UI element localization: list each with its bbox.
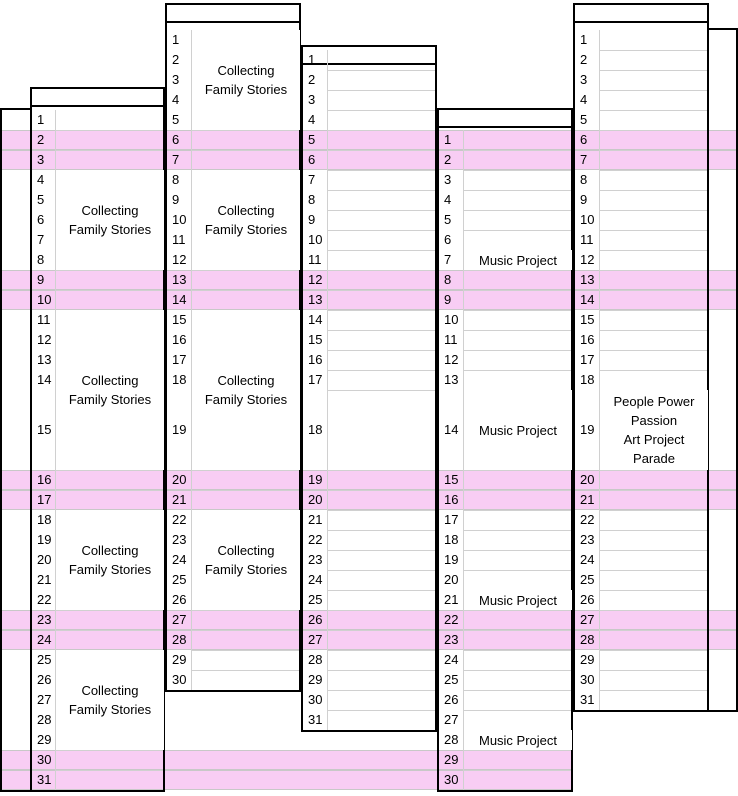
day-number: 9 (172, 192, 180, 207)
day-number: 19 (37, 532, 52, 547)
day-number: 18 (37, 512, 52, 527)
day-number: 2 (580, 52, 588, 67)
day-number: 14 (580, 292, 595, 307)
month-header-july (573, 3, 709, 23)
day-number: 27 (580, 612, 595, 627)
day-number: 31 (308, 712, 323, 727)
row-divider (463, 690, 573, 691)
row-divider (463, 570, 573, 571)
row-divider (327, 150, 437, 151)
row-divider (327, 230, 437, 231)
day-number: 16 (444, 492, 459, 507)
activity-block (192, 310, 300, 470)
day-number: 14 (37, 372, 52, 387)
day-number: 21 (172, 492, 187, 507)
row-divider (599, 190, 709, 191)
row-divider (327, 330, 437, 331)
day-number: 4 (308, 112, 316, 127)
row-divider (191, 130, 301, 131)
weekend-band (0, 770, 573, 790)
row-divider (463, 230, 573, 231)
day-number: 7 (37, 232, 45, 247)
row-divider (327, 630, 437, 631)
day-number: 27 (37, 692, 52, 707)
row-divider (599, 550, 709, 551)
day-number: 30 (308, 692, 323, 707)
row-divider (55, 630, 165, 631)
weekend-band (0, 490, 738, 510)
day-number: 3 (37, 152, 45, 167)
day-number: 17 (172, 352, 187, 367)
activity-block (56, 310, 164, 470)
day-number: 1 (444, 132, 452, 147)
day-number: 13 (444, 372, 459, 387)
day-number: 18 (308, 422, 323, 437)
day-number: 11 (580, 232, 594, 247)
day-number: 5 (444, 212, 452, 227)
day-number: 10 (37, 292, 52, 307)
row-divider (55, 490, 165, 491)
day-number: 17 (308, 372, 323, 387)
activity-block (600, 390, 708, 470)
activity-block (56, 510, 164, 610)
day-number: 25 (580, 572, 595, 587)
day-number: 4 (172, 92, 180, 107)
row-divider (599, 150, 709, 151)
row-divider (599, 370, 709, 371)
activity-block (464, 590, 572, 610)
day-number: 29 (37, 732, 52, 747)
row-divider (327, 290, 437, 291)
activity-label: Music Project (478, 732, 558, 748)
day-number: 24 (37, 632, 52, 647)
day-number: 22 (444, 612, 459, 627)
row-divider (55, 610, 165, 611)
row-divider (327, 510, 437, 511)
activity-block (56, 170, 164, 270)
day-number: 6 (444, 232, 452, 247)
row-divider (599, 310, 709, 311)
day-number: 25 (308, 592, 323, 607)
day-number: 12 (580, 252, 595, 267)
row-divider (327, 270, 437, 271)
activity-label: Collecting Family Stories (204, 63, 288, 97)
day-number: 22 (308, 532, 323, 547)
activity-label: Collecting Family Stories (68, 683, 152, 717)
day-number: 28 (308, 652, 323, 667)
row-divider (463, 310, 573, 311)
day-number: 12 (172, 252, 187, 267)
row-divider (463, 750, 573, 751)
day-number: 9 (580, 192, 588, 207)
row-divider (327, 550, 437, 551)
activity-block (192, 170, 300, 270)
row-divider (599, 470, 709, 471)
row-divider (463, 270, 573, 271)
row-divider (599, 570, 709, 571)
activity-block (56, 650, 164, 750)
day-number: 14 (172, 292, 187, 307)
day-number: 4 (444, 192, 452, 207)
row-divider (55, 290, 165, 291)
row-divider (463, 150, 573, 151)
row-divider (599, 170, 709, 171)
day-number: 1 (172, 32, 180, 47)
row-divider (327, 670, 437, 671)
day-number: 13 (172, 272, 187, 287)
row-divider (463, 530, 573, 531)
day-number: 20 (172, 472, 187, 487)
row-divider (599, 610, 709, 611)
row-divider (599, 130, 709, 131)
day-number: 20 (308, 492, 323, 507)
day-number: 16 (37, 472, 52, 487)
month-header-march (30, 87, 165, 107)
row-divider (599, 230, 709, 231)
day-number: 19 (172, 422, 187, 437)
weekend-band (0, 630, 738, 650)
row-divider (327, 470, 437, 471)
row-divider (463, 470, 573, 471)
row-divider (327, 170, 437, 171)
day-number: 23 (308, 552, 323, 567)
day-number: 12 (308, 272, 323, 287)
day-number: 29 (308, 672, 323, 687)
row-divider (327, 490, 437, 491)
row-divider (191, 490, 301, 491)
day-number: 28 (444, 732, 459, 747)
row-divider (327, 210, 437, 211)
row-divider (327, 70, 437, 71)
row-divider (327, 690, 437, 691)
activity-block (464, 250, 572, 270)
row-divider (463, 370, 573, 371)
activity-block (192, 30, 300, 130)
row-divider (327, 570, 437, 571)
day-number: 2 (172, 52, 180, 67)
row-divider (327, 650, 437, 651)
day-number: 27 (172, 612, 187, 627)
day-number: 13 (37, 352, 52, 367)
day-number: 3 (444, 172, 452, 187)
activity-label: Music Project (478, 422, 558, 438)
activity-label: Collecting Family Stories (204, 203, 288, 237)
day-number: 17 (37, 492, 52, 507)
day-number: 29 (580, 652, 595, 667)
day-number: 26 (37, 672, 52, 687)
weekend-band (0, 470, 738, 490)
day-number: 26 (444, 692, 459, 707)
day-number: 13 (580, 272, 595, 287)
day-number: 21 (37, 572, 52, 587)
day-number: 29 (444, 752, 459, 767)
day-number: 25 (172, 572, 187, 587)
row-divider (599, 650, 709, 651)
row-divider (55, 750, 165, 751)
day-number: 6 (580, 132, 588, 147)
day-number: 9 (444, 292, 452, 307)
day-number: 12 (444, 352, 459, 367)
row-divider (55, 150, 165, 151)
row-divider (599, 330, 709, 331)
row-divider (327, 370, 437, 371)
row-divider (599, 510, 709, 511)
day-number: 16 (580, 332, 595, 347)
day-number: 3 (580, 72, 588, 87)
row-divider (327, 110, 437, 111)
weekend-band (0, 150, 738, 170)
day-number: 30 (580, 672, 595, 687)
row-divider (599, 670, 709, 671)
day-number: 5 (37, 192, 45, 207)
row-divider (599, 350, 709, 351)
activity-label: Collecting Family Stories (204, 373, 288, 407)
day-number: 10 (444, 312, 459, 327)
row-divider (599, 210, 709, 211)
day-number: 8 (580, 172, 588, 187)
row-divider (463, 650, 573, 651)
day-number: 23 (172, 532, 187, 547)
row-divider (327, 130, 437, 131)
day-number: 6 (37, 212, 45, 227)
row-divider (327, 590, 437, 591)
day-number: 19 (580, 422, 595, 437)
row-divider (191, 670, 301, 671)
day-number: 31 (580, 692, 595, 707)
day-number: 25 (37, 652, 52, 667)
row-divider (463, 510, 573, 511)
day-number: 19 (444, 552, 459, 567)
day-number: 28 (172, 632, 187, 647)
day-number: 14 (308, 312, 323, 327)
day-number: 10 (580, 212, 595, 227)
day-number: 2 (308, 72, 316, 87)
weekday-column-left (0, 108, 32, 792)
day-number: 23 (37, 612, 52, 627)
day-number: 1 (580, 32, 588, 47)
day-number: 16 (308, 352, 323, 367)
row-divider (55, 470, 165, 471)
day-number: 12 (37, 332, 52, 347)
row-divider (463, 770, 573, 771)
day-number: 25 (444, 672, 459, 687)
day-number: 27 (444, 712, 459, 727)
day-number: 3 (172, 72, 180, 87)
row-divider (327, 310, 437, 311)
day-number: 30 (444, 772, 459, 787)
day-number: 22 (172, 512, 187, 527)
row-divider (463, 610, 573, 611)
row-divider (463, 630, 573, 631)
day-number: 16 (172, 332, 187, 347)
row-divider (191, 270, 301, 271)
day-number: 4 (580, 92, 588, 107)
day-number: 11 (172, 232, 186, 247)
row-divider (463, 550, 573, 551)
day-number: 6 (308, 152, 316, 167)
day-number: 18 (444, 532, 459, 547)
day-number: 15 (308, 332, 323, 347)
row-divider (55, 770, 165, 771)
row-divider (327, 350, 437, 351)
day-number: 18 (172, 372, 187, 387)
day-number: 2 (444, 152, 452, 167)
row-divider (463, 710, 573, 711)
row-divider (599, 630, 709, 631)
row-divider (599, 690, 709, 691)
day-number: 20 (444, 572, 459, 587)
row-divider (327, 610, 437, 611)
day-number: 24 (172, 552, 187, 567)
row-divider (327, 190, 437, 191)
row-divider (191, 610, 301, 611)
day-number: 5 (172, 112, 180, 127)
row-divider (191, 650, 301, 651)
day-number: 17 (580, 352, 595, 367)
day-number: 7 (172, 152, 180, 167)
day-number: 21 (580, 492, 595, 507)
row-divider (463, 490, 573, 491)
row-divider (463, 350, 573, 351)
day-number: 24 (308, 572, 323, 587)
day-number: 1 (308, 52, 316, 67)
day-number: 23 (580, 532, 595, 547)
row-divider (599, 250, 709, 251)
weekend-band (0, 130, 738, 150)
day-number: 11 (308, 252, 322, 267)
activity-label: Music Project (478, 592, 558, 608)
day-number: 26 (172, 592, 187, 607)
row-divider (327, 390, 437, 391)
day-number: 20 (37, 552, 52, 567)
day-number: 22 (37, 592, 52, 607)
activity-label: Music Project (478, 252, 558, 268)
day-number: 22 (580, 512, 595, 527)
day-number: 7 (308, 172, 316, 187)
weekend-band (0, 610, 738, 630)
row-divider (191, 470, 301, 471)
weekend-band (0, 750, 573, 770)
day-number: 23 (444, 632, 459, 647)
day-number: 29 (172, 652, 187, 667)
day-number: 21 (444, 592, 459, 607)
activity-label: Collecting Family Stories (68, 373, 152, 407)
month-header-april (165, 3, 301, 23)
day-number: 18 (580, 372, 595, 387)
row-divider (327, 710, 437, 711)
row-divider (599, 50, 709, 51)
row-divider (463, 290, 573, 291)
day-number: 28 (37, 712, 52, 727)
row-divider (599, 110, 709, 111)
day-number: 1 (37, 112, 45, 127)
weekend-band (0, 290, 738, 310)
activity-label: People Power Passion Art Project Parade (613, 394, 695, 466)
day-number: 8 (444, 272, 452, 287)
day-number: 30 (37, 752, 52, 767)
row-divider (191, 630, 301, 631)
day-number: 20 (580, 472, 595, 487)
month-header-may (301, 45, 437, 65)
row-divider (599, 90, 709, 91)
day-number: 30 (172, 672, 187, 687)
row-divider (599, 70, 709, 71)
row-divider (463, 670, 573, 671)
row-divider (55, 270, 165, 271)
day-number: 9 (308, 212, 316, 227)
day-number: 5 (580, 112, 588, 127)
day-number: 15 (444, 472, 459, 487)
day-number: 26 (308, 612, 323, 627)
day-number: 27 (308, 632, 323, 647)
day-number: 7 (444, 252, 452, 267)
row-divider (599, 270, 709, 271)
row-divider (327, 90, 437, 91)
day-number: 26 (580, 592, 595, 607)
row-divider (191, 150, 301, 151)
activity-block (192, 510, 300, 610)
row-divider (463, 190, 573, 191)
row-divider (55, 130, 165, 131)
row-divider (599, 290, 709, 291)
day-number: 15 (37, 422, 52, 437)
activity-label: Collecting Family Stories (204, 543, 288, 577)
day-number: 11 (37, 312, 51, 327)
day-number: 14 (444, 422, 459, 437)
day-number: 3 (308, 92, 316, 107)
row-divider (463, 170, 573, 171)
day-number: 6 (172, 132, 180, 147)
day-number: 15 (172, 312, 187, 327)
day-number: 24 (444, 652, 459, 667)
row-divider (327, 250, 437, 251)
day-number: 11 (444, 332, 458, 347)
activity-label: Collecting Family Stories (68, 543, 152, 577)
weekend-band (0, 270, 738, 290)
row-divider (191, 290, 301, 291)
activity-label: Collecting Family Stories (68, 203, 152, 237)
day-number: 24 (580, 552, 595, 567)
row-divider (327, 530, 437, 531)
day-number: 28 (580, 632, 595, 647)
day-number: 4 (37, 172, 45, 187)
activity-block (464, 390, 572, 470)
row-divider (599, 530, 709, 531)
day-number: 13 (308, 292, 323, 307)
day-number: 2 (37, 132, 45, 147)
day-number: 8 (37, 252, 45, 267)
day-number: 21 (308, 512, 323, 527)
day-number: 15 (580, 312, 595, 327)
day-number: 9 (37, 272, 45, 287)
day-number: 8 (172, 172, 180, 187)
month-header-june (437, 108, 573, 128)
row-divider (463, 210, 573, 211)
day-number: 5 (308, 132, 316, 147)
day-number: 31 (37, 772, 52, 787)
day-number: 10 (308, 232, 323, 247)
row-divider (463, 330, 573, 331)
day-number: 17 (444, 512, 459, 527)
day-number: 19 (308, 472, 323, 487)
day-number: 10 (172, 212, 187, 227)
day-number: 8 (308, 192, 316, 207)
activity-block (464, 730, 572, 750)
row-divider (599, 490, 709, 491)
row-divider (599, 590, 709, 591)
day-number: 7 (580, 152, 588, 167)
